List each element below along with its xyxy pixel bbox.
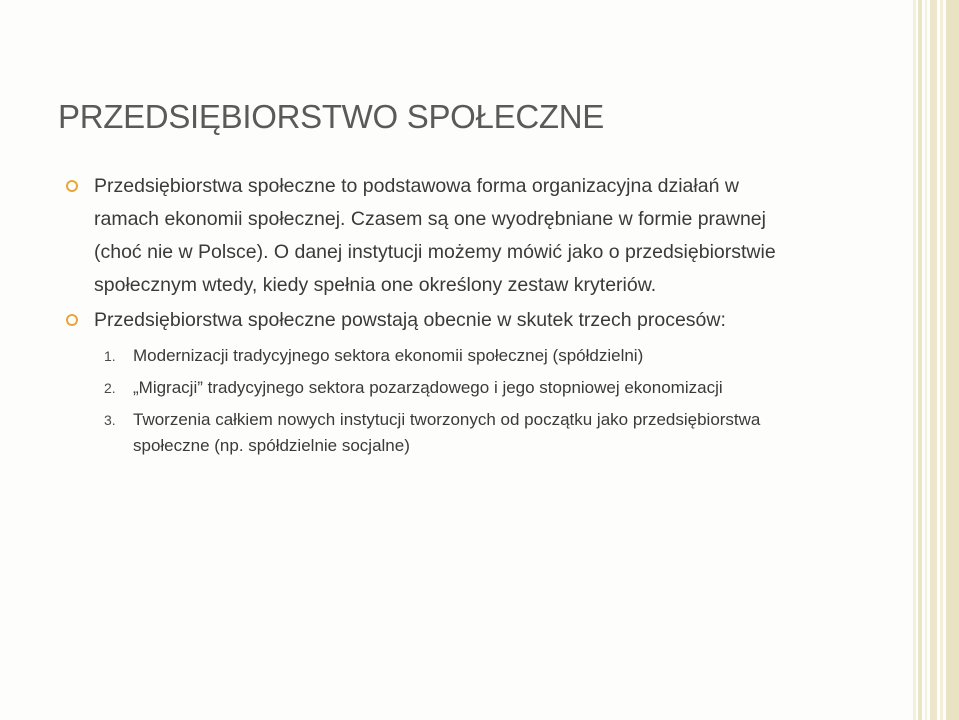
- decorative-stripe: [918, 0, 922, 720]
- decorative-stripe: [913, 0, 916, 720]
- decorative-stripe: [925, 0, 927, 720]
- bullet-item: [66, 304, 796, 337]
- bullet-text: Przedsiębiorstwa społeczne powstają obecnie w skutek trzech procesów:: [94, 309, 726, 331]
- bullet-icon: [66, 314, 78, 326]
- list-item-text: Modernizacji tradycyjnego sektora ekonomii społecznej (spółdzielni): [133, 346, 644, 365]
- list-item-text: „Migracji” tradycyjnego sektora pozarządowego i jego stopniowej ekonomizacji: [133, 378, 723, 397]
- decorative-stripe: [930, 0, 937, 720]
- decorative-stripe: [940, 0, 943, 720]
- decorative-stripe: [946, 0, 959, 720]
- bullet-item: [66, 170, 796, 302]
- list-number: 1.: [104, 348, 116, 364]
- bullet-icon: [66, 180, 78, 192]
- bullet-text: Przedsiębiorstwa społeczne to podstawowa forma organizacyjna działań w ramach ekonomii społecznej. Czasem są one wyodrębniane w formie prawnej (choć nie w Polsce). O danej instytucji możemy mówić jako o przedsiębiorstwie społecznym wtedy, kiedy spełnia one określony zestaw kryteriów.: [94, 175, 776, 296]
- list-number: 2.: [104, 380, 116, 396]
- list-number: 3.: [104, 412, 116, 428]
- slide-title: PRZEDSIĘBIORSTWO SPOŁECZNE: [58, 98, 604, 135]
- numbered-list-item: [94, 343, 796, 369]
- list-item-text: Tworzenia całkiem nowych instytucji tworzonych od początku jako przedsiębiorstwa społeczne (np. spółdzielnie socjalne): [133, 410, 761, 455]
- slide-content: [66, 170, 796, 459]
- numbered-list-item: [94, 375, 796, 401]
- numbered-list-item: [94, 407, 796, 459]
- numbered-list: [66, 343, 796, 459]
